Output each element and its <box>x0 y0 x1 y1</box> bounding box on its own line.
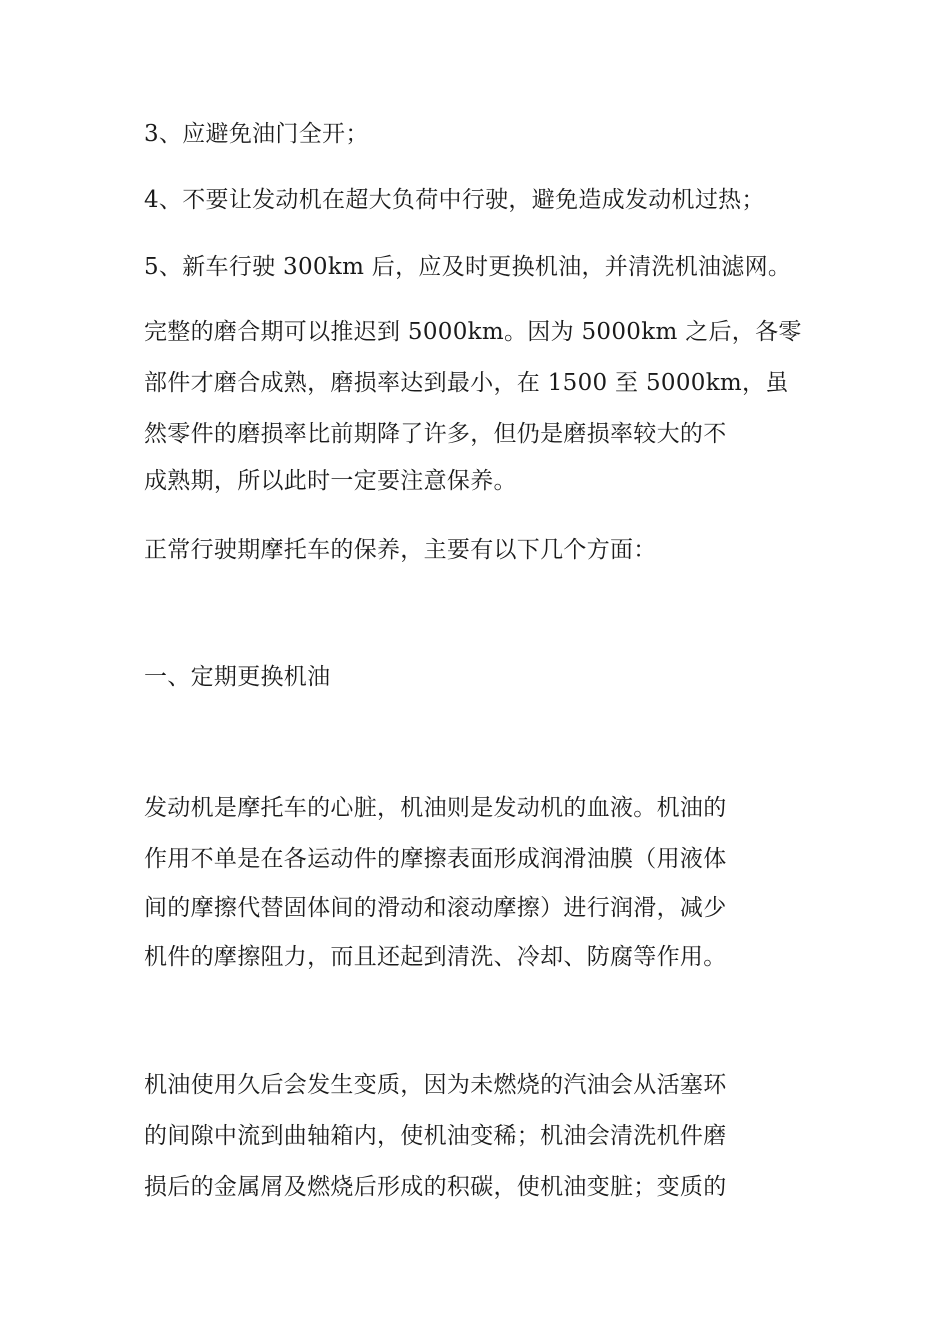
paragraph-line: 的间隙中流到曲轴箱内，使机油变稀；机油会清洗机件磨 <box>144 1123 727 1149</box>
paragraph-line: 机件的摩擦阻力，而且还起到清洗、冷却、防腐等作用。 <box>144 944 727 970</box>
section-heading: 一、定期更换机油 <box>144 664 331 690</box>
paragraph-line: 成熟期，所以此时一定要注意保养。 <box>144 468 517 494</box>
list-item-3: 3、应避免油门全开； <box>144 121 369 147</box>
paragraph-line: 部件才磨合成熟，磨损率达到最小，在 1500 至 5000km，虽 <box>144 370 789 396</box>
intro-paragraph: 正常行驶期摩托车的保养，主要有以下几个方面： <box>144 537 657 563</box>
list-item-4: 4、不要让发动机在超大负荷中行驶，避免造成发动机过热； <box>144 187 765 213</box>
paragraph-line: 损后的金属屑及燃烧后形成的积碳，使机油变脏；变质的 <box>144 1174 727 1200</box>
list-item-5: 5、新车行驶 300km 后，应及时更换机油，并清洗机油滤网。 <box>144 254 792 280</box>
paragraph-line: 作用不单是在各运动件的摩擦表面形成润滑油膜（用液体 <box>144 846 727 872</box>
paragraph-line: 间的摩擦代替固体间的滑动和滚动摩擦）进行润滑，减少 <box>144 895 727 921</box>
paragraph-line: 完整的磨合期可以推迟到 5000km。因为 5000km 之后，各零 <box>144 319 802 345</box>
paragraph-line: 然零件的磨损率比前期降了许多，但仍是磨损率较大的不 <box>144 421 727 447</box>
paragraph-line: 机油使用久后会发生变质，因为未燃烧的汽油会从活塞环 <box>144 1072 727 1098</box>
paragraph-line: 发动机是摩托车的心脏，机油则是发动机的血液。机油的 <box>144 795 727 821</box>
